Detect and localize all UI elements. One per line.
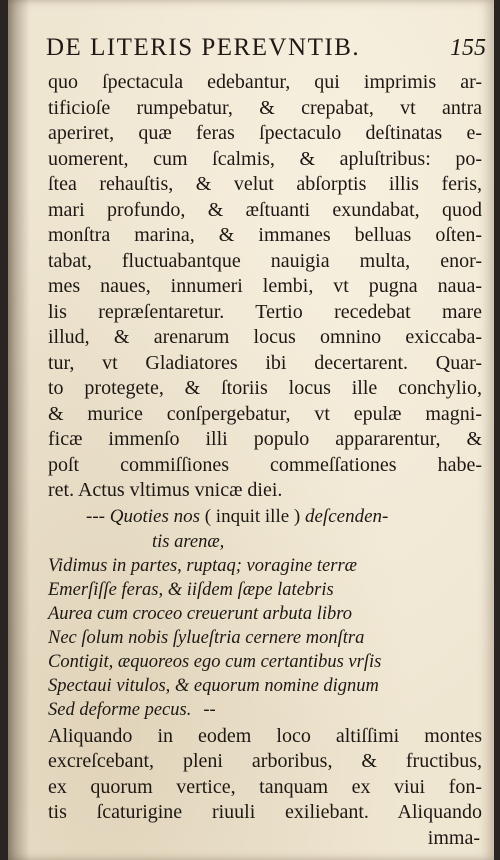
- text-line: ex quorum vertice, tanquam ex viui fon-: [48, 775, 482, 798]
- text-line: uomerent, cum ſcalmis, & apluſtribus: po-: [48, 147, 482, 170]
- verse-quote-end: deſcenden-: [305, 505, 389, 527]
- binding-shadow: [8, 0, 30, 860]
- text-line: ſtea rehauſtis, & velut abſorptis illis feris,: [48, 173, 482, 195]
- text-line: excreſcebant, pleni arboribus, & fructibus,: [48, 750, 482, 772]
- main-text: [48, 70, 482, 851]
- running-head: DE LITERIS PEREVNTIB.: [46, 34, 361, 61]
- verse-line: Spectaui vitulos, & equorum nomine dignum: [48, 675, 379, 696]
- text-line: quo ſpectacula edebantur, qui imprimis ar-: [48, 71, 482, 93]
- text-after-verse: [48, 724, 482, 826]
- verse-line: Aurea cum croceo creuerunt arbuta libro: [48, 603, 352, 624]
- verse-line: Vidimus in partes, ruptaq; voragine terræ: [48, 555, 358, 576]
- text-line: tabat, fluctuabantque nauigia multa, enor-: [48, 249, 482, 272]
- text-line: Aliquando in eodem loco altiſſimi montes: [48, 724, 482, 747]
- verse-line: Sed deforme pecus.: [48, 699, 192, 720]
- text-line: tis ſcaturigine riuuli exiliebant. Aliquando: [48, 801, 482, 823]
- verse-line: Emerſiſſe feras, & iiſdem ſæpe latebris: [48, 579, 334, 600]
- verse-line: Nec ſolum nobis ſylueſtria cernere monſtra: [48, 627, 365, 648]
- text-line: to protegete, & ſtoriis locus ille conchylio,: [48, 377, 482, 399]
- text-line: aperiret, quæ feras ſpectaculo deſtinatas e-: [48, 122, 482, 144]
- page-header: [46, 34, 486, 64]
- text-line: tur, vt Gladiatores ibi decertarent. Quar-: [48, 351, 482, 374]
- verse-end-mark: --: [203, 699, 216, 720]
- text-line: mes naues, innumeri lembi, vt pugna naua-: [48, 275, 482, 297]
- verse-line: tis arenæ,: [152, 531, 225, 552]
- page-number: 155: [450, 35, 486, 61]
- text-line: ret. Actus vltimus vnicæ diei.: [48, 479, 283, 501]
- book-page: [8, 0, 494, 860]
- text-line: monſtra marina, & immanes belluas oſten-: [48, 224, 482, 246]
- verse-dash: ---: [86, 505, 105, 527]
- catchword: imma-: [427, 826, 480, 849]
- verse-intro: [86, 504, 482, 530]
- text-line: mari profundo, & æſtuanti exundabat, quod: [48, 198, 482, 221]
- text-line: lis repræſentaretur. Tertio recedebat mare: [48, 300, 482, 323]
- verse-line: Contigit, æquoreos ego cum certantibus vrſis: [48, 651, 382, 672]
- verse-inquit: ( inquit ille ): [204, 505, 301, 527]
- text-line: poſt commiſſiones commeſſationes habe-: [48, 453, 482, 476]
- verse-quote-start: Quoties nos: [109, 505, 200, 527]
- text-line: ficæ immenſo illi populo appararentur, &: [48, 428, 482, 450]
- text-line: & murice conſpergebatur, vt epulæ magni-: [48, 402, 482, 425]
- text-line: illud, & arenarum locus omnino exiccaba-: [48, 326, 482, 348]
- text-line: tificioſe rumpebatur, & crepabat, vt antra: [48, 96, 482, 119]
- verse-line-final: [48, 698, 482, 722]
